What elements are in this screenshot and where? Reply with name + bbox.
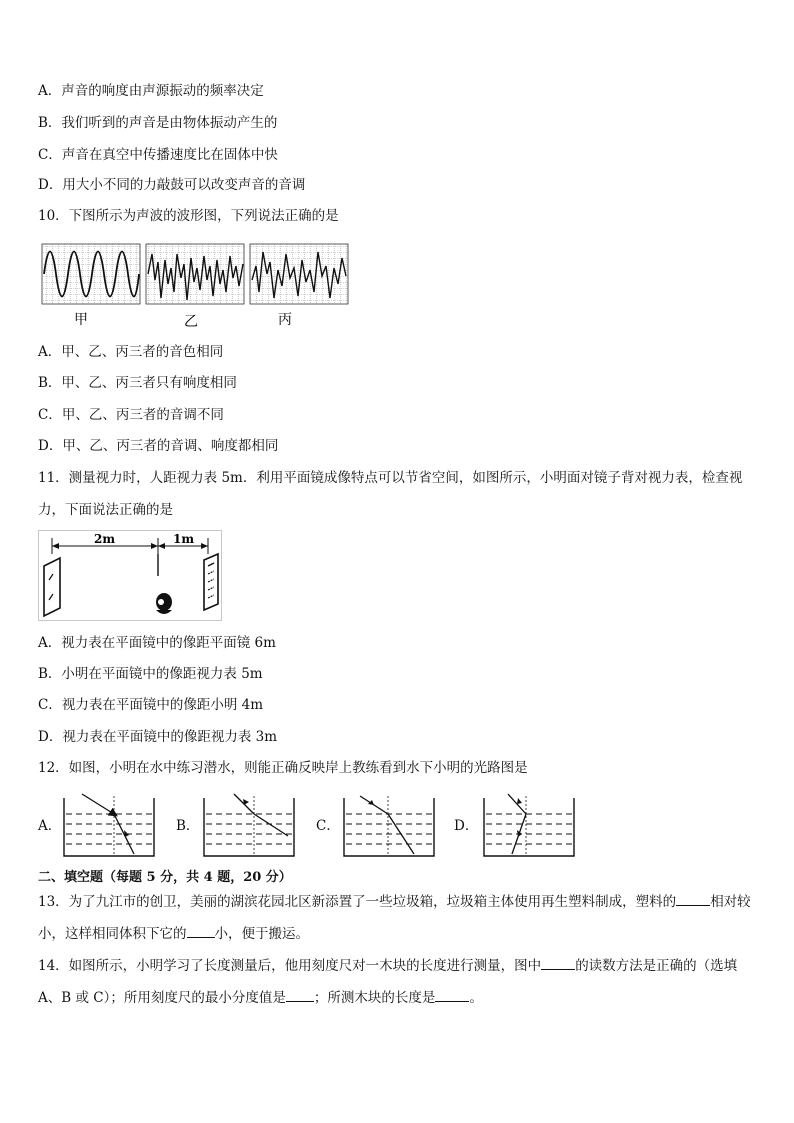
q11-option-a: A．视力表在平面镜中的像距平面镜 6m xyxy=(38,635,276,651)
q12-label-a: A． xyxy=(38,818,62,834)
q10-option-c: C．甲、乙、丙三者的音调不同 xyxy=(38,407,224,423)
q11-option-c: C．视力表在平面镜中的像距小明 4m xyxy=(38,697,264,713)
q12-stem: 12．如图，小明在水中练习潜水，则能正确反映岸上教练看到水下小明的光路图是 xyxy=(38,760,528,776)
q10-option-a: A．甲、乙、丙三者的音色相同 xyxy=(38,344,224,360)
wave-label-jia: 甲 xyxy=(74,312,88,328)
light-path-c xyxy=(344,796,434,856)
q14-text xyxy=(38,950,760,1014)
q12-label-d: D． xyxy=(454,818,479,834)
q13-part3: 小，便于搬运。 xyxy=(214,926,309,942)
q9-option-c: C．声音在真空中传播速度比在固体中快 xyxy=(38,147,278,163)
wave-label-bing: 丙 xyxy=(278,312,292,328)
plane-mirror xyxy=(44,558,60,616)
section-fill-in-title: 二、填空题（每题 5 分，共 4 题，20 分） xyxy=(38,870,292,885)
waveform-bing xyxy=(250,244,348,304)
q11-option-b: B．小明在平面镜中的像距视力表 5m xyxy=(38,666,263,682)
light-path-b xyxy=(204,794,294,856)
eye-chart-mirror-figure xyxy=(38,530,223,622)
xiaoming-person xyxy=(156,593,172,614)
q14-part4: 。 xyxy=(469,990,483,1006)
light-path-d xyxy=(484,794,574,856)
q13-blank-1[interactable] xyxy=(676,891,710,906)
distance-label-2m: 2m xyxy=(94,532,116,546)
q11-option-d: D．视力表在平面镜中的像距视力表 3m xyxy=(38,729,278,745)
q14-part3: ；所测木块的长度是 xyxy=(313,990,436,1006)
eye-chart xyxy=(204,554,218,610)
q14-blank-3[interactable] xyxy=(435,987,469,1002)
distance-label-1m: 1m xyxy=(173,532,195,546)
q14-blank-2[interactable] xyxy=(286,987,314,1002)
light-path-options xyxy=(60,792,580,862)
waveform-yi xyxy=(146,244,244,304)
q10-option-b: B．甲、乙、丙三者只有响度相同 xyxy=(38,375,237,391)
q13-part1: 13．为了九江市的创卫，美丽的湖滨花园北区新添置了一些垃圾箱，垃圾箱主体使用再生塑料制成，塑料的 xyxy=(38,894,677,910)
q14-blank-1[interactable] xyxy=(541,955,575,970)
q13-part2: 相对较小，这样相同体积下它的 xyxy=(38,894,751,942)
q9-option-d: D．用大小不同的力敲鼓可以改变声音的音调 xyxy=(38,177,306,193)
light-path-a xyxy=(64,794,154,856)
q10-stem: 10．下图所示为声波的波形图，下列说法正确的是 xyxy=(38,208,339,224)
q10-option-d: D．甲、乙、丙三者的音调、响度都相同 xyxy=(38,438,279,454)
wave-label-yi: 乙 xyxy=(184,314,198,330)
q13-text xyxy=(38,886,760,950)
q12-label-c: C． xyxy=(316,818,340,834)
waveform-jia xyxy=(42,244,140,304)
q9-option-b: B．我们听到的声音是由物体振动产生的 xyxy=(38,115,278,131)
q11-stem: 11．测量视力时，人距视力表 5m．利用平面镜成像特点可以节省空间，如图所示，小明面对镜子背对视力表，检查视力，下面说法正确的是 xyxy=(38,470,743,518)
q13-blank-2[interactable] xyxy=(187,923,215,938)
q14-part1: 14．如图所示，小明学习了长度测量后，他用刻度尺对一木块的长度进行测量，图中 xyxy=(38,958,542,974)
q14-part2: 的读数方法是正确的（选填 A、B 或 C）；所用刻度尺的最小分度值是 xyxy=(38,958,738,1006)
q9-option-a: A．声音的响度由声源振动的频率决定 xyxy=(38,83,264,99)
q12-label-b: B． xyxy=(176,818,200,834)
waveform-figure xyxy=(40,240,360,330)
